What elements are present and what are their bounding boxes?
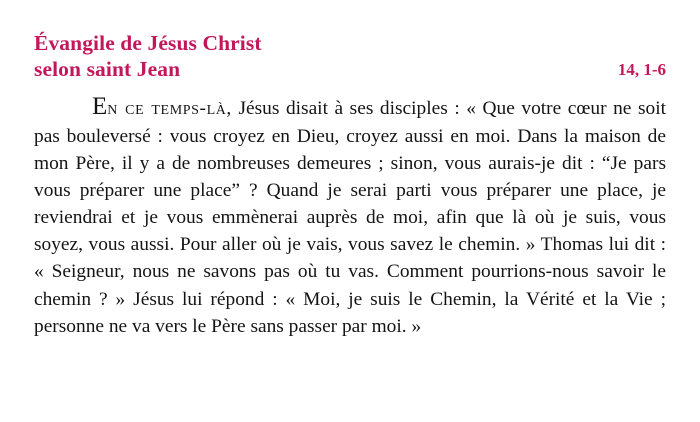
gospel-title xyxy=(34,30,262,82)
gospel-body xyxy=(34,94,666,339)
incipit-smallcaps: n ce temps-là, xyxy=(107,98,232,120)
incipit-capital: E xyxy=(92,93,108,121)
gospel-title-line-2: selon saint Jean xyxy=(34,57,181,82)
reading-header xyxy=(34,30,666,82)
gospel-body-text: Jésus disait à ses disciples : « Que votre cœur ne soit pas bouleversé : vous croyez en Dieu, croyez aussi en moi. Dans la maison de mon Père, il y a de nombreuses demeures ; sinon, vous aurais-je dit : “Je pars vous préparer une place” ? Quand je serai parti vous préparer une place, je reviendrai et je vous emmènerai auprès de moi, afin que là où je suis, vous soyez, vous aussi. Pour aller où je vais, vous savez le chemin. » Thomas lui dit : « Seigneur, nous ne savons pas où tu vas. Comment pourrions-nous savoir le chemin ? » Jésus lui répond : « Moi, je suis le Chemin, la Vérité et la Vie ; personne ne va vers le Père sans passer par moi. » xyxy=(34,98,666,337)
gospel-title-line-1: Évangile de Jésus Christ xyxy=(34,31,262,55)
scripture-reference: 14, 1-6 xyxy=(617,60,666,80)
